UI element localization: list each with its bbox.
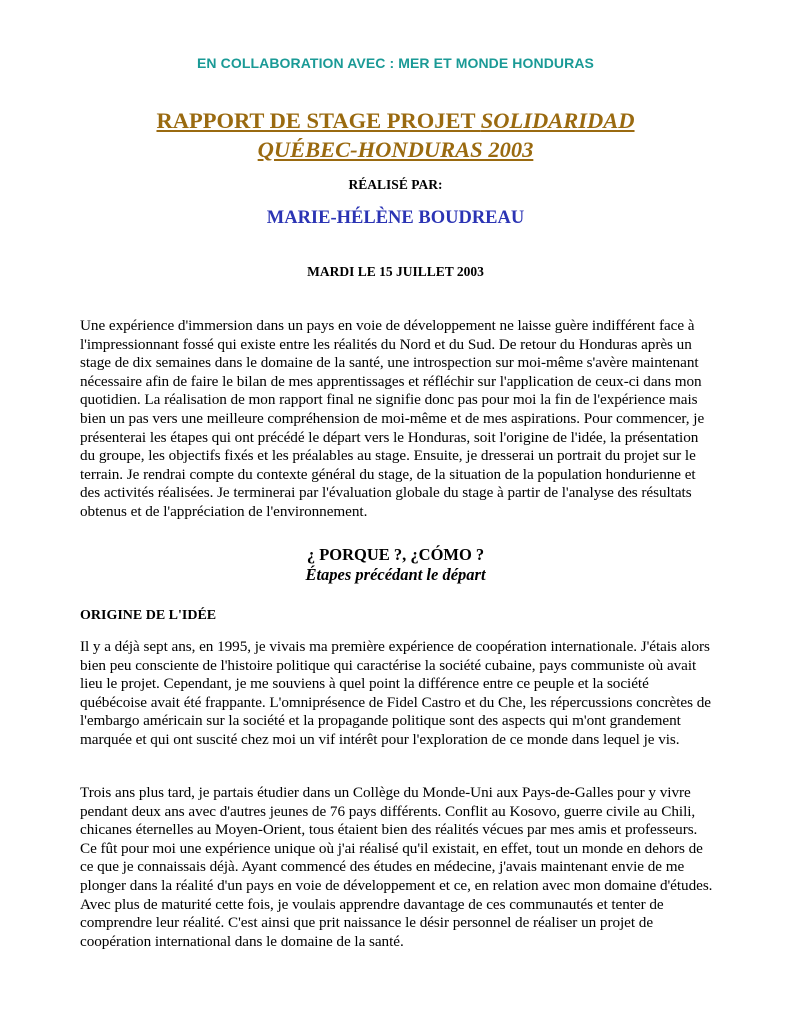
origin-paragraph-2: Trois ans plus tard, je partais étudier dans un Collège du Monde-Uni aux Pays-de-Galles pour y vivre pendant deux ans avec d'autres jeunes de 76 pays différents. Conflit au Kosovo, guerre civile au Chili, chicanes éternelles au Moyen-Orient, tous étaient bien des réalités vécues par mes amis et professeurs. Ce fût pour moi une expérience unique où j'ai réalisé qu'il existait, en effet, tout un monde en dehors de ce que je connaissais déjà. Ayant commencé des études en médecine, j'avais maintenant envie de me plonger dans la réalité d'un pays en voie de développement et ce, en relation avec mon domaine d'études. Avec plus de maturité cette fois, je voulais apprendre davantage de ces communautés et tenter de comprendre leur réalité. C'est ainsi que prit naissance le désir personnel de réaliser un projet de coopération international dans le domaine de la santé. bbox=[80, 784, 713, 950]
realise-par-label: RÉALISÉ PAR: bbox=[348, 177, 443, 192]
intro-paragraph: Une expérience d'immersion dans un pays en voie de développement ne laisse guère indifférent face à l'impressionnant fossé qui existe entre les réalités du Nord et du Sud. De retour du Honduras après un stage de dix semaines dans le domaine de la santé, une introspection sur moi-même s'avère maintenant nécessaire afin de faire le bilan de mes apprentissages et réfléchir sur l'application de ceux-ci dans mon quotidien. La réalisation de mon rapport final ne signifie donc pas pour moi la fin de l'expérience mais bien un pas vers une meilleure compréhension de moi-même et de mes aspirations. Pour commencer, je présenterai les étapes qui ont précédé le départ vers le Honduras, soit l'origine de l'idée, la présentation du groupe, les objectifs fixés et les préalables au stage. Ensuite, je dresserai un portrait du projet sur le terrain. Je rendrai compte du contexte général du stage, de la situation de la population hondurienne et des activités réalisées. Je terminerai par l'évaluation globale du stage à partir de l'analyse des résultats obtenus et de l'appréciation de l'environnement. bbox=[80, 317, 705, 520]
origin-heading: ORIGINE DE L'IDÉE bbox=[80, 608, 217, 623]
title-italic-1: SOLIDARIDAD bbox=[480, 108, 635, 133]
title-plain: RAPPORT DE STAGE PROJET bbox=[156, 108, 481, 133]
collaboration-line: EN COLLABORATION AVEC : MER ET MONDE HONDURAS bbox=[196, 55, 594, 71]
report-date: MARDI LE 15 JUILLET 2003 bbox=[307, 264, 484, 279]
title-italic-2: QUÉBEC-HONDURAS 2003 bbox=[257, 137, 534, 162]
origin-paragraph-1: Il y a déjà sept ans, en 1995, je vivais ma première expérience de coopération internationale. J'étais alors bien peu consciente de l'histoire politique qui caractérise la société cubaine, pays communiste où avait lieu le projet. Cependant, je me souviens à quel point la différence entre ce peuple et la société québécoise avait été frappante. L'omniprésence de Fidel Castro et du Che, les répercussions concrètes de l'embargo américain sur la société et la propagande politique sont des aspects qui m'ont grandement marquée et qui ont suscité chez moi un vif intérêt pour l'exploration de ce monde dans lequel je vis. bbox=[80, 638, 711, 748]
section-title: ¿ PORQUE ?, ¿CÓMO ? bbox=[306, 545, 485, 564]
author-name: MARIE-HÉLÈNE BOUDREAU bbox=[266, 208, 525, 228]
section-subtitle: Étapes précédant le départ bbox=[305, 565, 486, 584]
report-title bbox=[100, 106, 691, 164]
section-heading bbox=[0, 545, 791, 585]
